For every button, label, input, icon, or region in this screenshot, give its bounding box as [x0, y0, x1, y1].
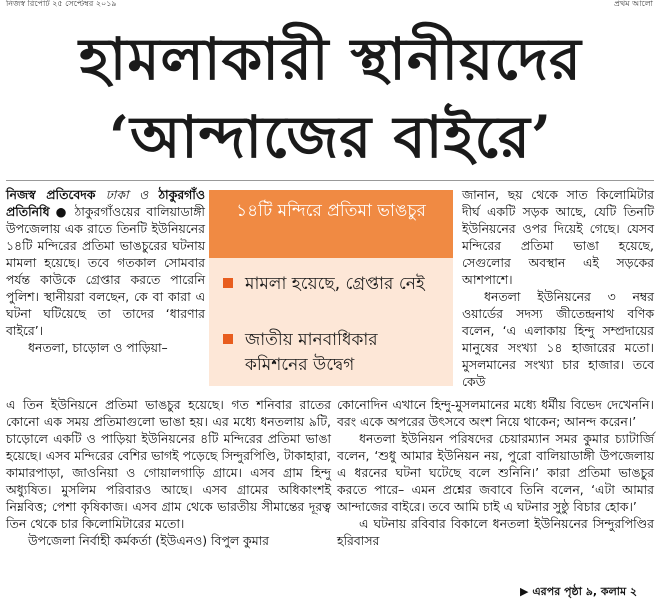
- highlight-title: ১৪টি মন্দিরে প্রতিমা ভাঙচুর: [209, 190, 453, 258]
- highlight-item-text: জাতীয় মানবাধিকার কমিশনের উদ্বেগ: [245, 330, 378, 375]
- article-paragraph: ধনতলা, চাড়োল ও পাড়িয়া–: [28, 340, 168, 355]
- article-paragraph: জানান, ছয় থেকে সাত কিলোমিটার দীর্ঘ একটি সড়ক আছে, যেটি তিনটি ইউনিয়নের ওপর দিয়েই গেছে। যেসব মন্দিরের প্রতিমা ভাঙা হয়েছে, সেগুলোর অবস্থান এই সড়কের আশপাশে।: [462, 187, 654, 287]
- article-paragraph: এ তিন ইউনিয়নে প্রতিমা ভাঙচুর হয়েছে। গত শনিবার রাতের কোনো এক সময় প্রতিমাগুলো ভাঙা হয়। এর মধ্যে ধনতলায় ৯টি, চাড়োলে একটি ও পাড়িয়া ইউনিয়নের ৪টি মন্দিরের প্রতিমা ভাঙা হয়েছে। এসব মন্দিরের বেশির ভাগই পড়েছে সিন্দুরপিণ্ডি, টাকাহারা, কামারপাড়া, জাওনিয়া ও গোয়ালগাড়ি গ্রামে। এসব গ্রাম হিন্দু অধ্যুষিত। মুসলিম পরিবারও আছে। এসব গ্রামের অধিকাংশই নিম্নবিত্ত; পেশা কৃষিকাজ। এসব গ্রাম থেকে ভারতীয় সীমান্তের দূরত্ব তিন থেকে চার কিলোমিটারের মতো।: [6, 397, 331, 531]
- byline-author: নিজস্ব প্রতিবেদক: [6, 187, 96, 202]
- article-paragraph: ধনতলা ইউনিয়নের ৩ নম্বর ওয়ার্ডের সদস্য জীতেন্দ্রনাথ বণিক বলেন, ‘এ এলাকায় হিন্দু সম্প্রদায়ের মানুষের সংখ্যা ১৪ হাজারের মতো। মুসলমানের সংখ্যা চার হাজার। তবে কেউ: [462, 289, 654, 389]
- top-strip: [0, 0, 661, 12]
- highlight-box: [209, 190, 453, 386]
- continued-text: এরপর পৃষ্ঠা ৯, কলাম ২: [532, 585, 638, 598]
- divider: [6, 180, 654, 181]
- headline-line-1: হামলাকারী স্থানীয়দের: [79, 25, 582, 93]
- article-paragraph: উপজেলা নির্বাহী কর্মকর্তা (ইউএনও) বিপুল কুমার: [28, 533, 269, 548]
- top-strip-right: প্রথম আলো: [614, 0, 653, 8]
- square-bullet-icon: [223, 278, 233, 288]
- article-paragraph: ধনতলা ইউনিয়ন পরিষদের চেয়ারম্যান সমর কুমার চ্যাটার্জি বলেন, ‘শুধু আমার ইউনিয়ন নয়, পুরো বালিয়াডাঙ্গী উপজেলায় এ ধরনের ঘটনা ঘটেছে বলে শুনিনি।’ কারা প্রতিমা ভাঙচুর করতে পারে– এমন প্রশ্নের জবাবে তিনি বলেন, ‘এটা আমার আন্দাজের বাইরে। তবে আমি চাই এ ঘটনার সুষ্ঠু বিচার হোক।’: [337, 431, 654, 514]
- top-strip-left: নিজস্ব রিপোর্ট ২৫ সেপ্টেম্বর ২০১৯: [6, 0, 117, 8]
- highlight-item-text: মামলা হয়েছে, গ্রেপ্তার নেই: [245, 274, 425, 294]
- byline-place: ঢাকা ও: [105, 187, 149, 202]
- continued-notice: [520, 585, 637, 599]
- square-bullet-icon: [223, 334, 233, 344]
- article-paragraph: ঠাকুরগাঁওয়ের বালিয়াডাঙ্গী উপজেলায় এক রাতে তিনটি ইউনিয়নের ১৪টি মন্দিরের প্রতিমা ভাঙচুরের ঘটনায় মামলা হয়েছে। তবে গতকাল সোমবার পর্যন্ত কাউকে গ্রেপ্তার করতে পারেনি পুলিশ। স্থানীয়রা বলছেন, কে বা কারা এ ঘটনা ঘটিয়েছে তা তাদের ‘ধারণার বাইরে’।: [6, 204, 205, 338]
- column-right: [462, 186, 654, 390]
- triangle-icon: ▶: [520, 585, 529, 598]
- column-bottom-left: [6, 396, 331, 549]
- article-paragraph: এ ঘটনায় রবিবার বিকালে ধনতলা ইউনিয়নের সিন্দুরপিণ্ডির হরিবাসর: [337, 516, 654, 548]
- column-left: নিজস্ব প্রতিবেদক ঢাকা ও ঠাকুরগাঁও প্রতিনিধি ● ঠাকুরগাঁওয়ের বালিয়াডাঙ্গী উপজেলায় এক রাতে তিনটি ইউনিয়নের ১৪টি মন্দিরের প্রতিমা ভাঙচুরের ঘটনায় মামলা হয়েছে। তবে গতকাল সোমবার পর্যন্ত কাউকে গ্রেপ্তার করতে পারেনি পুলিশ। স্থানীয়রা বলছেন, কে বা কারা এ ঘটনা ঘটিয়েছে তা তাদের ‘ধারণার বাইরে’। ধনতলা, চাড়োল ও পাড়িয়া–: [6, 187, 205, 355]
- byline-correspondent: ঠাকুরগাঁও প্রতিনিধি: [6, 187, 205, 219]
- headline-line-2: ‘আন্দাজের বাইরে’: [108, 103, 553, 171]
- article-paragraph: কোনোদিন এখানে হিন্দু-মুসলমানের মধ্যে ধর্মীয় বিভেদ দেখেননি। বরং একে অপরের উৎসবে অংশ নিয়ে থাকেন; আনন্দ করেন।’: [337, 397, 654, 429]
- column-bottom-right: [337, 396, 654, 549]
